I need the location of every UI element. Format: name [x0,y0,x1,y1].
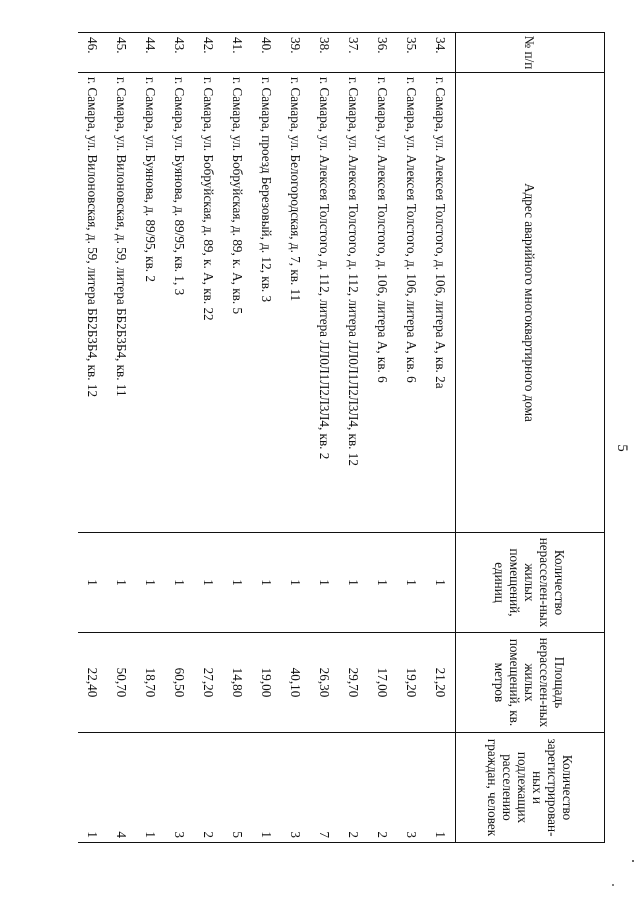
row-area: 27,20 [194,633,223,733]
row-citizens: 2 [368,733,397,843]
row-number: 37. [339,33,368,73]
row-citizens: 3 [281,733,310,843]
row-number: 46. [78,33,107,73]
row-number: 45. [107,33,136,73]
header-area: Площадь нерасселен-ных жилых помещений, кв. метров [456,633,605,733]
row-unit-count: 1 [194,533,223,633]
row-unit-count: 1 [107,533,136,633]
row-area: 40,10 [281,633,310,733]
row-address: г. Самара, ул. Вилоновская, д. 59, литера ББ2Б3Б4, кв. 11 [107,73,136,533]
row-unit-count: 1 [165,533,194,633]
row-address: г. Самара, ул. Алексея Толстого, д. 112, литера ЛЛ0Л1Л2Л3Л4, кв. 12 [339,73,368,533]
row-number: 43. [165,33,194,73]
row-unit-count: 1 [397,533,426,633]
row-citizens: 2 [194,733,223,843]
row-unit-count: 1 [252,533,281,633]
row-citizens: 5 [223,733,252,843]
row-address: г. Самара, ул. Алексея Толстого, д. 106, литера А, кв. 2а [426,73,456,533]
row-address: г. Самара, ул. Алексея Толстого, д. 112, литера ЛЛ0Л1Л2Л3Л4, кв. 2 [310,73,339,533]
row-number: 40. [252,33,281,73]
table-row [397,33,426,843]
row-number: 38. [310,33,339,73]
row-number: 34. [426,33,456,73]
row-number: 44. [136,33,165,73]
page-number: 5 [614,444,630,452]
row-citizens: 1 [78,733,107,843]
table-row [78,33,107,843]
table-row [107,33,136,843]
row-area: 17,00 [368,633,397,733]
row-citizens: 4 [107,733,136,843]
row-citizens: 1 [426,733,456,843]
table-row [368,33,397,843]
row-address: г. Самара, ул. Бобруйская, д. 89, к. А, кв. 22 [194,73,223,533]
row-unit-count: 1 [78,533,107,633]
row-citizens: 3 [397,733,426,843]
table-row [310,33,339,843]
row-address: г. Самара, проезд Березовый, д. 12, кв. 3 [252,73,281,533]
row-unit-count: 1 [281,533,310,633]
row-area: 60,50 [165,633,194,733]
emergency-housing-table [78,32,605,843]
table-row [252,33,281,843]
table-row [165,33,194,843]
table-row [281,33,310,843]
row-area: 18,70 [136,633,165,733]
row-citizens: 1 [252,733,281,843]
row-number: 35. [397,33,426,73]
row-address: г. Самара, ул. Алексея Толстого, д. 106, литера А, кв. 6 [368,73,397,533]
row-address: г. Самара, ул. Вилоновская, д. 59, литера ББ2Б3Б4, кв. 12 [78,73,107,533]
row-address: г. Самара, ул. Бобруйская, д. 89, к. А, кв. 5 [223,73,252,533]
row-unit-count: 1 [339,533,368,633]
row-area: 29,70 [339,633,368,733]
row-address: г. Самара, ул. Белогородская, д. 7, кв. 11 [281,73,310,533]
row-address: г. Самара, ул. Буянова, д. 89/95, кв. 1, 3 [165,73,194,533]
row-unit-count: 1 [368,533,397,633]
table-row [194,33,223,843]
row-number: 41. [223,33,252,73]
row-area: 14,80 [223,633,252,733]
row-citizens: 3 [165,733,194,843]
row-unit-count: 1 [426,533,456,633]
row-unit-count: 1 [310,533,339,633]
scan-speck [612,884,614,886]
scan-speck [632,860,634,862]
header-number: № п/п [456,33,605,73]
row-citizens: 1 [136,733,165,843]
header-citizens: Количество зарегистрирован-ных и подлежащих расселению граждан, человек [456,733,605,843]
row-area: 22,40 [78,633,107,733]
row-citizens: 7 [310,733,339,843]
row-address: г. Самара, ул. Алексея Толстого, д. 106, литера А, кв. 6 [397,73,426,533]
row-number: 36. [368,33,397,73]
row-area: 19,00 [252,633,281,733]
table-row [223,33,252,843]
row-address: г. Самара, ул. Буянова, д. 89/95, кв. 2 [136,73,165,533]
header-unit-count: Количество нерасселен-ных жилых помещений, единиц [456,533,605,633]
table-row [136,33,165,843]
row-citizens: 2 [339,733,368,843]
row-area: 26,30 [310,633,339,733]
row-unit-count: 1 [223,533,252,633]
table-row [339,33,368,843]
row-area: 21,20 [426,633,456,733]
table-row [426,33,456,843]
row-area: 19,20 [397,633,426,733]
table-header-row [456,33,605,843]
header-address: Адрес аварийного многоквартирного дома [456,73,605,533]
row-number: 39. [281,33,310,73]
row-number: 42. [194,33,223,73]
row-unit-count: 1 [136,533,165,633]
row-area: 50,70 [107,633,136,733]
